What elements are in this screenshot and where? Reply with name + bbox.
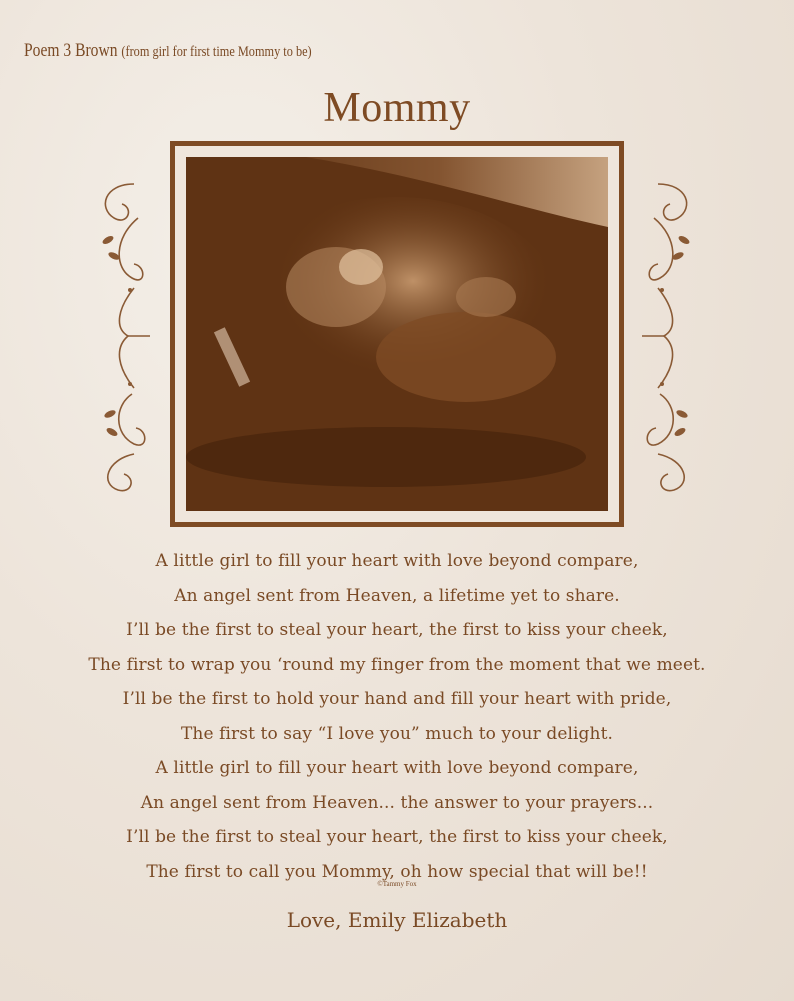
poem-line: An angel sent from Heaven, a lifetime yet to share.: [174, 585, 620, 606]
poem-line: The first to call you Mommy, oh how special that will be!!: [146, 861, 648, 882]
poem-line: I’ll be the first to hold your hand and fill your heart with pride,: [122, 689, 672, 709]
poem-line: A little girl to fill your heart with love beyond compare,: [155, 758, 639, 778]
poem-line: I’ll be the first to steal your heart, the first to kiss your cheek,: [126, 620, 668, 640]
photo-frame-mat: [175, 146, 619, 522]
ultrasound-photo: [186, 157, 608, 511]
poem-note: (from girl for first time Mommy to be): [121, 44, 312, 60]
poem-line: A little girl to fill your heart with love beyond compare,: [155, 551, 639, 571]
poem-line: I’ll be the first to steal your heart, the first to kiss your cheek,: [126, 827, 668, 847]
poem-line: The first to wrap you ‘round my finger from the moment that we meet.: [88, 654, 706, 675]
signature-line: Love, Emily Elizabeth: [286, 908, 508, 932]
page-note: [24, 40, 312, 62]
left-flourish-ornament: [94, 178, 158, 494]
right-flourish-ornament: [634, 178, 698, 494]
poem-line: An angel sent from Heaven... the answer to your prayers...: [140, 792, 654, 813]
photo-frame: [170, 141, 624, 527]
page-title: Mommy: [323, 85, 471, 131]
poem-line: The first to say “I love you” much to your delight.: [180, 723, 614, 744]
poem-label: Poem 3 Brown: [24, 40, 118, 61]
copyright-notice: ©Tammy Fox: [377, 880, 417, 888]
poem-body: [0, 544, 794, 889]
